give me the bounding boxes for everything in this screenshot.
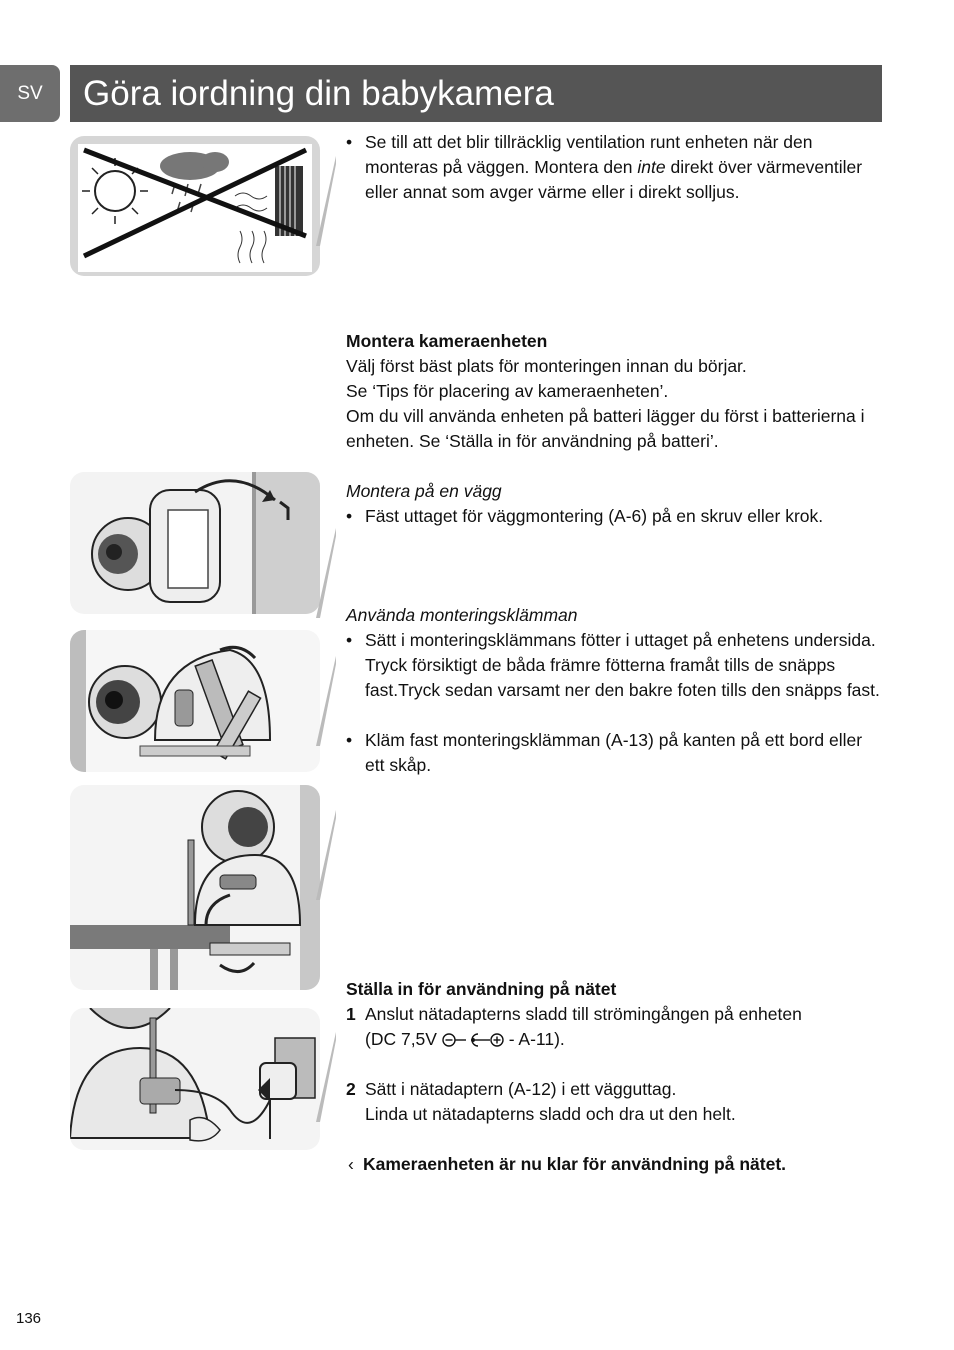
dc-spec-text-end: - A-11). (503, 1029, 565, 1049)
power-step-1-spec (365, 1027, 886, 1052)
clamp-table-illustration (70, 785, 320, 990)
page-number: 136 (16, 1310, 42, 1327)
clamp-bullet-2: • Kläm fast monteringsklämman (A-13) på kanten på ett bord eller ett skåp. (346, 728, 886, 778)
wall-bullet: • Fäst uttaget för väggmontering (A-6) på en skruv eller krok. (346, 504, 886, 529)
no-heat-illustration (70, 136, 320, 276)
language-tab: SV (0, 65, 60, 122)
wall-subheading: Montera på en vägg (346, 481, 502, 501)
mount-line-1: Välj först bäst plats för monteringen innan du börjar. (346, 356, 747, 376)
figure-slant-decoration (316, 528, 336, 618)
power-step-1-text: Anslut nätadapterns sladd till strömingången på enheten (365, 1004, 802, 1024)
figure-slant-decoration (316, 1032, 336, 1122)
clamp-bullet-1-continued: Tryck försiktigt de båda främre fötterna framåt tills de snäpps fast.Tryck sedan varsamt ner den bakre foten tills den snäpps fast. (365, 655, 880, 700)
clamp-subheading: Använda monteringsklämman (346, 605, 578, 625)
ventilation-text-end: direkt över värmeventiler eller annat som avger värme eller i direkt solljus. (365, 157, 863, 202)
power-section (346, 977, 886, 1177)
dc-polarity-icon (442, 1032, 504, 1048)
figure-power-adapter (70, 1008, 320, 1150)
figure-clamp-feet (70, 630, 320, 772)
dc-spec-text: (DC 7,5V (365, 1029, 442, 1049)
power-step-2 (346, 1077, 886, 1127)
ventilation-section (346, 130, 886, 205)
power-step-2-continued: Linda ut nätadapterns sladd och dra ut den helt. (365, 1104, 736, 1124)
clamp-bullet-1 (346, 628, 886, 703)
step-number-2: 2 (346, 1079, 356, 1099)
wall-mount-illustration (70, 472, 320, 614)
clamp-bullet-1-text: • Sätt i monteringsklämmans fötter i uttaget på enhetens undersida. (365, 630, 876, 650)
power-step-1 (346, 1002, 886, 1052)
figure-slant-decoration (316, 656, 336, 746)
clamp-section (346, 603, 886, 778)
step-number-1: 1 (346, 1004, 356, 1024)
figure-no-heat (70, 136, 320, 276)
power-adapter-illustration (70, 1008, 320, 1150)
mount-heading: Montera kameraenheten (346, 331, 548, 351)
mount-line-3: Om du vill använda enheten på batteri lägger du först i batterierna i enheten. Se ‘Ställa in för användning på batteri’. (346, 406, 865, 451)
figure-slant-decoration (316, 810, 336, 900)
clamp-feet-illustration (70, 630, 320, 772)
figure-wall-mount (70, 472, 320, 614)
power-result: ‹ Kameraenheten är nu klar för användning på nätet. (346, 1152, 886, 1177)
figure-clamp-table (70, 785, 320, 990)
page-title: Göra iordning din babykamera (70, 65, 882, 122)
power-heading: Ställa in för användning på nätet (346, 979, 617, 999)
figure-slant-decoration (316, 156, 336, 246)
ventilation-bullet (346, 130, 886, 205)
ventilation-text: Se till att det blir tillräcklig ventilation runt enheten när den monteras på väggen. Montera den (365, 132, 813, 177)
mount-line-2: Se ‘Tips för placering av kameraenheten’. (346, 381, 669, 401)
ventilation-emphasis: inte (637, 157, 666, 177)
power-step-2-text: Sätt i nätadaptern (A-12) i ett vägguttag. (365, 1079, 677, 1099)
wall-section (346, 479, 886, 529)
mount-section (346, 329, 886, 454)
